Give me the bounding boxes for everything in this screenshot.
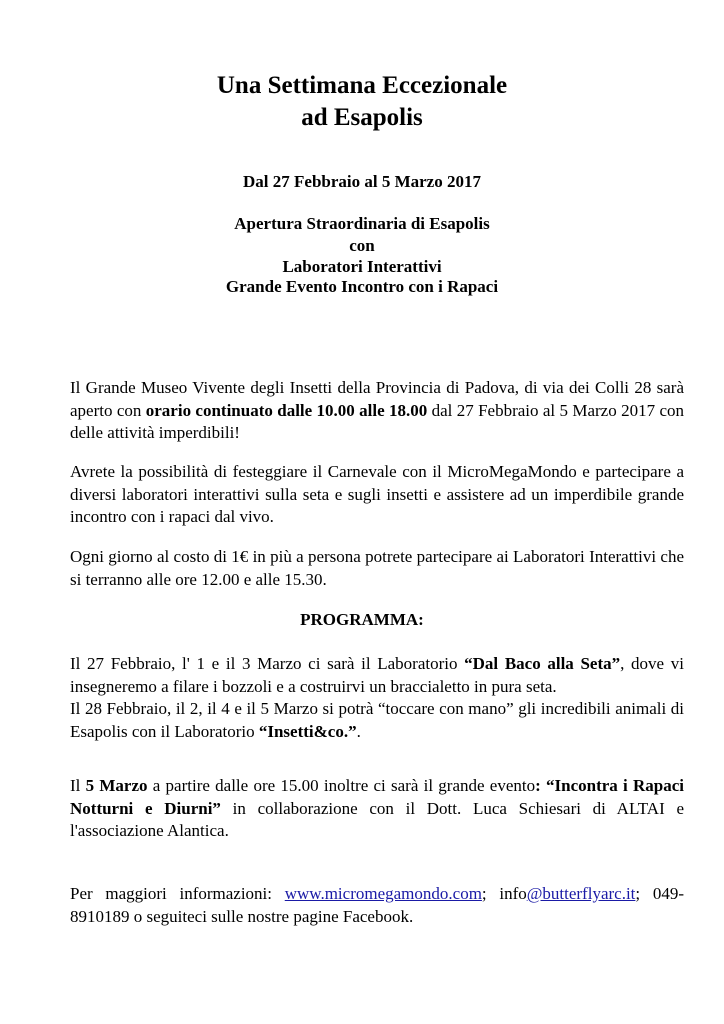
program-text-1b: , dove vi insegneremo a filare i bozzoli e a costruirvi un braccialetto in pura seta. — [70, 654, 684, 696]
event-text-3: in collaborazione con il Dott. Luca Schiesari di ALTAI e l'associazione Alantica. — [70, 798, 684, 840]
workshop-insects: “Insetti&co.” — [258, 721, 357, 741]
title-line-2: ad Esapolis — [301, 104, 423, 131]
subheading-line-2: con — [349, 236, 375, 255]
dates-line: Dal 27 Febbraio al 5 Marzo 2017 — [243, 172, 481, 191]
contact-text-2: ; info — [481, 884, 527, 903]
program-text-2a: Il 28 Febbraio, il 2, il 4 e il 5 Marzo si potrà “toccare con mano” gli incredibili animali di Esapolis con il Laboratorio — [70, 699, 684, 741]
event-text-1: Il — [70, 776, 86, 795]
event-title: : “Incontra i Rapaci Notturni e Diurni” — [70, 776, 684, 818]
email-link[interactable]: @butterflyarc.it — [526, 884, 636, 903]
program-text-1a: Il 27 Febbraio, l' 1 e il 3 Marzo ci sarà il Laboratorio — [70, 654, 465, 673]
workshop-silk: “Dal Baco alla Seta” — [464, 654, 621, 673]
subheading-line-3: Laboratori Interattivi — [282, 257, 442, 276]
subheading-line-4: Grande Evento Incontro con i Rapaci — [225, 277, 499, 296]
program-paragraph — [70, 653, 684, 743]
cost-paragraph: Ogni giorno al costo di 1€ in più a persona potrete partecipare ai Laboratori Interattivi che si terranno alle ore 12.00 e alle 15.30. — [70, 547, 684, 589]
program-heading: PROGRAMMA: — [300, 610, 424, 629]
event-date: 5 Marzo — [85, 776, 148, 795]
opening-hours: orario continuato dalle 10.00 alle 18.00 — [145, 400, 428, 420]
subheading-line-1: Apertura Straordinaria di Esapolis — [234, 214, 490, 233]
carnival-paragraph: Avrete la possibilità di festeggiare il Carnevale con il MicroMegaMondo e partecipare a diversi laboratori interattivi sulla seta e sugli insetti e assistere ad un imperdibile grande incontro con i rapaci dal vivo. — [70, 462, 684, 526]
event-paragraph — [70, 775, 684, 843]
contact-text-3: ; 049-8910189 o seguiteci sulle nostre pagine Facebook. — [70, 884, 684, 926]
contact-text-1: Per maggiori informazioni: — [70, 884, 285, 903]
event-text-2: a partire dalle ore 15.00 inoltre ci sarà il grande evento — [147, 776, 536, 795]
website-link[interactable]: www.micromegamondo.com — [284, 884, 482, 903]
title-line-1: Una Settimana Eccezionale — [216, 72, 508, 99]
contact-paragraph — [70, 883, 684, 928]
intro-paragraph — [70, 377, 684, 445]
document-title — [0, 70, 724, 134]
program-text-2b: . — [356, 721, 361, 741]
intro-text-2: dal 27 Febbraio al 5 Marzo 2017 con delle attività imperdibili! — [70, 400, 684, 442]
title-block — [0, 70, 724, 134]
intro-text-1: Il Grande Museo Vivente degli Insetti della Provincia di Padova, di via dei Colli 28 sarà aperto con — [70, 378, 684, 420]
